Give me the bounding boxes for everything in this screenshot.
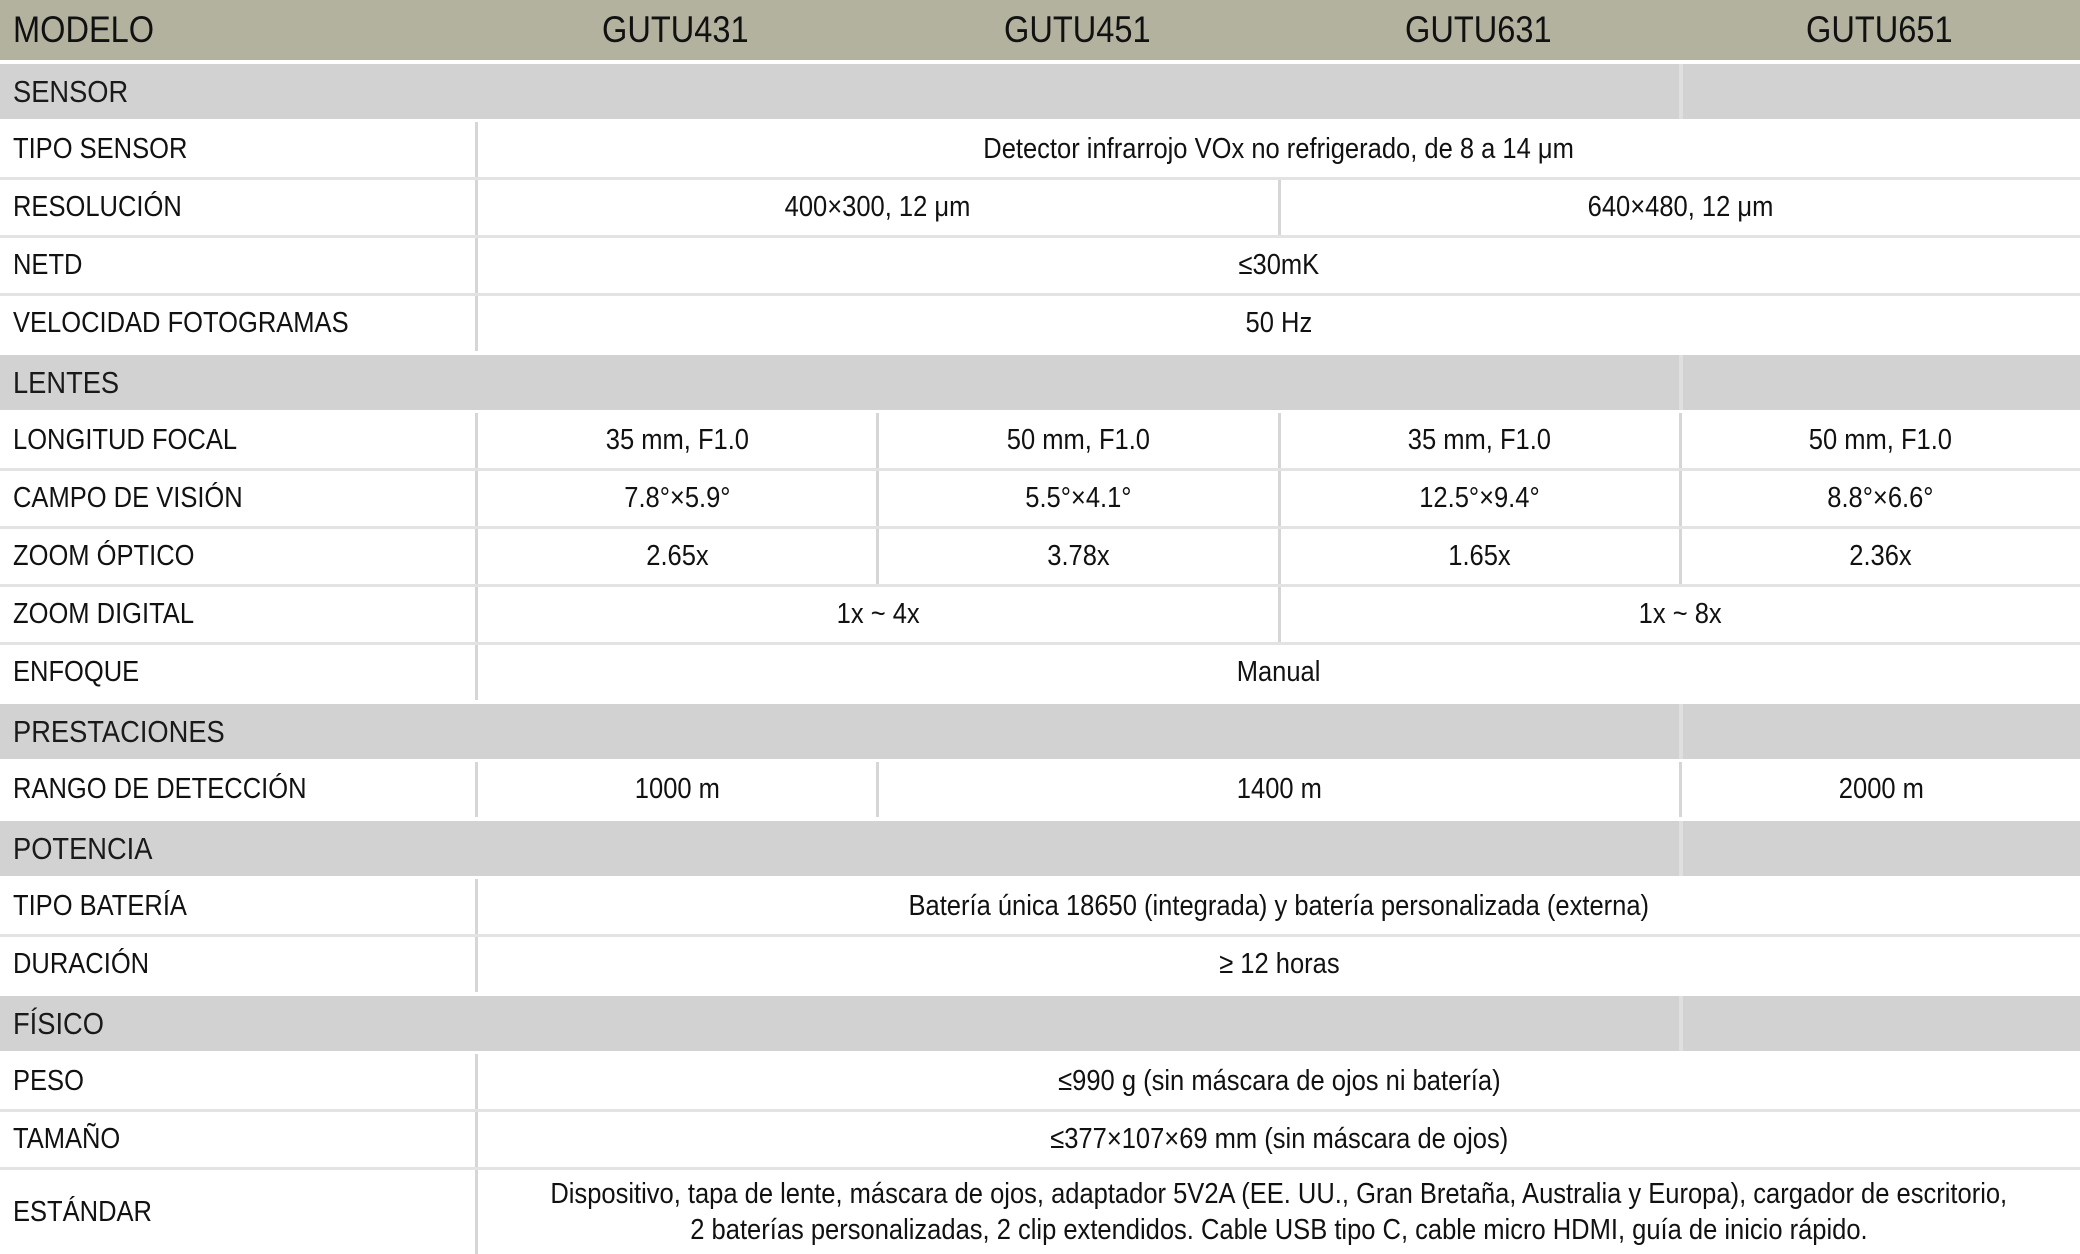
spec-value-line: 2 baterías personalizadas, 2 clip extendidos. Cable USB tipo C, cable micro HDMI, guía de inicio rápido.: [690, 1212, 1867, 1248]
row-label: NETD: [13, 249, 82, 282]
spec-value: 640×480, 12 μm: [1587, 191, 1773, 224]
spec-value-cell: [876, 762, 1679, 817]
model-header: [1278, 0, 1679, 60]
spec-value-cell: [1278, 413, 1679, 468]
spec-value-cell: [475, 762, 876, 817]
spec-value-cell: [475, 180, 1278, 235]
row-label: DURACIÓN: [13, 948, 149, 981]
spec-value-cell: [876, 413, 1277, 468]
spec-row: [0, 235, 2080, 293]
section-label: LENTES: [13, 365, 119, 401]
section-label-cell: [0, 355, 1679, 410]
spec-value-cell: [1278, 529, 1679, 584]
row-label: TAMAÑO: [13, 1123, 120, 1156]
spec-value: 1400 m: [1236, 773, 1321, 806]
spec-value-cell: [475, 471, 876, 526]
row-label-cell: [0, 1170, 475, 1254]
row-label-cell: [0, 471, 475, 526]
row-label-cell: [0, 238, 475, 293]
section-label-cell: [0, 821, 1679, 876]
spec-value-cell: [475, 1170, 2080, 1254]
model-name: GUTU451: [1004, 9, 1151, 51]
model-header: [876, 0, 1277, 60]
row-label: LONGITUD FOCAL: [13, 424, 237, 457]
spec-value-cell: [475, 1054, 2080, 1109]
section-row: [0, 996, 2080, 1051]
spec-row: [0, 1109, 2080, 1167]
spec-value-cell: [1679, 471, 2080, 526]
spec-value-cell: [475, 937, 2080, 992]
spec-row: [0, 879, 2080, 934]
model-name: GUTU631: [1405, 9, 1552, 51]
spec-value-cell: [475, 296, 2080, 351]
spec-value: 2000 m: [1838, 773, 1923, 806]
spec-value: 1x ~ 8x: [1639, 598, 1722, 631]
spec-value-cell: [876, 529, 1277, 584]
spec-value: ≤990 g (sin máscara de ojos ni batería): [1058, 1065, 1500, 1098]
row-label-cell: [0, 587, 475, 642]
spec-row: [0, 122, 2080, 177]
section-label: POTENCIA: [13, 831, 152, 867]
row-label-cell: [0, 762, 475, 817]
section-label: FÍSICO: [13, 1006, 104, 1042]
spec-row: [0, 1167, 2080, 1254]
spec-value: 35 mm, F1.0: [606, 424, 749, 457]
spec-row: [0, 468, 2080, 526]
row-label: TIPO SENSOR: [13, 133, 187, 166]
spec-row: [0, 584, 2080, 642]
spec-value: 3.78x: [1047, 540, 1109, 573]
spec-value-cell: [475, 122, 2080, 177]
spec-value-cell: [876, 471, 1277, 526]
row-label: RESOLUCIÓN: [13, 191, 182, 224]
spec-value-cell: [475, 238, 2080, 293]
spec-value-cell: [1679, 413, 2080, 468]
spec-value: Manual: [1237, 656, 1321, 689]
section-label-cell: [0, 996, 1679, 1051]
row-label: TIPO BATERÍA: [13, 890, 187, 923]
spec-value: 2.65x: [646, 540, 708, 573]
spec-value: 5.5°×4.1°: [1025, 482, 1131, 515]
spec-value: 50 mm, F1.0: [1809, 424, 1952, 457]
spec-value: 400×300, 12 μm: [785, 191, 971, 224]
spec-row: [0, 413, 2080, 468]
spec-value: 8.8°×6.6°: [1828, 482, 1934, 515]
section-row: [0, 64, 2080, 119]
spec-value-cell: [1679, 762, 2080, 817]
row-label-cell: [0, 879, 475, 934]
table-header-row: [0, 0, 2080, 60]
row-label: RANGO DE DETECCIÓN: [13, 773, 307, 806]
spec-value: Batería única 18650 (integrada) y batería personalizada (externa): [909, 890, 1650, 923]
row-label-cell: [0, 529, 475, 584]
row-label: PESO: [13, 1065, 84, 1098]
spec-row: [0, 293, 2080, 351]
section-row: [0, 821, 2080, 876]
spec-value-cell: [475, 1112, 2080, 1167]
row-label-cell: [0, 122, 475, 177]
spec-value-cell: [475, 529, 876, 584]
spec-value: 50 mm, F1.0: [1007, 424, 1150, 457]
spec-value-line: Dispositivo, tapa de lente, máscara de ojos, adaptador 5V2A (EE. UU., Gran Bretaña, Australia y Europa), cargador de escritorio,: [551, 1176, 2008, 1212]
spec-value-multiline: [475, 1176, 2080, 1248]
spec-value: 1000 m: [635, 773, 720, 806]
row-label: ENFOQUE: [13, 656, 139, 689]
row-label-cell: [0, 180, 475, 235]
spec-value: ≤377×107×69 mm (sin máscara de ojos): [1050, 1123, 1508, 1156]
row-label: CAMPO DE VISIÓN: [13, 482, 243, 515]
row-label-cell: [0, 1112, 475, 1167]
spec-value: Detector infrarrojo VOx no refrigerado, de 8 a 14 μm: [984, 133, 1575, 166]
section-row: [0, 704, 2080, 759]
section-label-cell: [0, 704, 1679, 759]
section-spacer-cell: [1679, 64, 2080, 119]
section-label-cell: [0, 64, 1679, 119]
section-spacer-cell: [1679, 704, 2080, 759]
row-label-cell: [0, 645, 475, 700]
spec-row: [0, 934, 2080, 992]
spec-value-cell: [475, 879, 2080, 934]
spec-row: [0, 1054, 2080, 1109]
spec-value-cell: [475, 413, 876, 468]
spec-value: 2.36x: [1850, 540, 1912, 573]
spec-value: 1.65x: [1448, 540, 1510, 573]
spec-value-cell: [475, 645, 2080, 700]
spec-value: ≥ 12 horas: [1219, 948, 1339, 981]
section-spacer-cell: [1679, 821, 2080, 876]
row-label-cell: [0, 1054, 475, 1109]
spec-row: [0, 177, 2080, 235]
spec-row: [0, 762, 2080, 817]
row-label-cell: [0, 413, 475, 468]
row-label-cell: [0, 937, 475, 992]
section-label: SENSOR: [13, 74, 128, 110]
section-row: [0, 355, 2080, 410]
section-spacer-cell: [1679, 355, 2080, 410]
model-header: [475, 0, 876, 60]
section-label: PRESTACIONES: [13, 714, 225, 750]
row-label: ESTÁNDAR: [13, 1196, 152, 1229]
spec-value-cell: [1278, 180, 2080, 235]
model-column-title: [0, 0, 475, 60]
header-label: MODELO: [13, 9, 154, 51]
row-label: ZOOM ÓPTICO: [13, 540, 194, 573]
row-label-cell: [0, 296, 475, 351]
spec-value: ≤30mK: [1239, 249, 1320, 282]
spec-value-cell: [1278, 587, 2080, 642]
section-spacer-cell: [1679, 996, 2080, 1051]
spec-value: 35 mm, F1.0: [1408, 424, 1551, 457]
model-header: [1679, 0, 2080, 60]
spec-row: [0, 526, 2080, 584]
spec-value: 1x ~ 4x: [836, 598, 919, 631]
row-label: ZOOM DIGITAL: [13, 598, 194, 631]
row-label: VELOCIDAD FOTOGRAMAS: [13, 307, 349, 340]
model-name: GUTU431: [602, 9, 749, 51]
spec-value: 12.5°×9.4°: [1419, 482, 1539, 515]
spec-row: [0, 642, 2080, 700]
spec-value-cell: [1679, 529, 2080, 584]
model-name: GUTU651: [1806, 9, 1953, 51]
spec-value-cell: [1278, 471, 1679, 526]
spec-value: 7.8°×5.9°: [624, 482, 730, 515]
spec-value: 50 Hz: [1246, 307, 1313, 340]
spec-value-cell: [475, 587, 1278, 642]
